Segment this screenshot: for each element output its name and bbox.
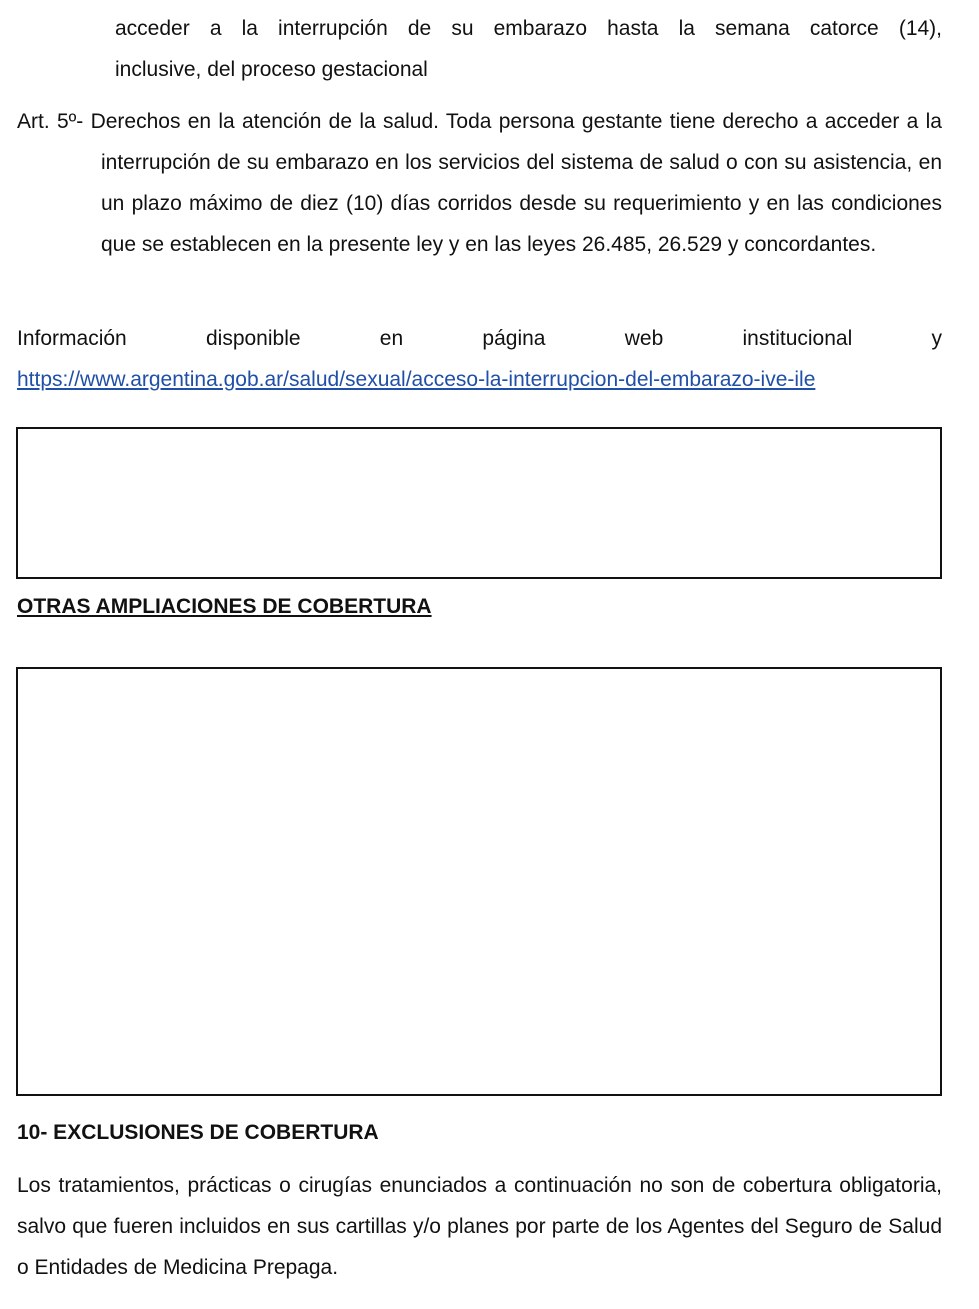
article-5-paragraph: Art. 5º- Derechos en la atención de la salud. Toda persona gestante tiene derecho a acceder a la interrupción de su embarazo en los servicios del sistema de salud o con su asistencia, en un plazo máximo de diez (10) días corridos desde su requerimiento y en las condiciones que se establecen en la presente ley y en las leyes 26.485, 26.529 y concordantes. bbox=[17, 110, 942, 256]
continuation-line-2: inclusive, del proceso gestacional bbox=[115, 58, 428, 81]
info-text: Información disponible en página web institucional y bbox=[17, 327, 942, 350]
continuation-line-1: acceder a la interrupción de su embarazo hasta la semana catorce (14), bbox=[115, 17, 942, 40]
empty-box-1 bbox=[16, 427, 942, 579]
section-title-other-coverage: OTRAS AMPLIACIONES DE COBERTURA bbox=[17, 595, 432, 618]
info-link-line bbox=[17, 359, 942, 400]
exclusions-paragraph: Los tratamientos, prácticas o cirugías enunciados a continuación no son de cobertura obligatoria, salvo que fueren incluidos en sus cartillas y/o planes por parte de los Agentes del Seguro de Salud o Entidades de Medicina Prepaga. bbox=[17, 1174, 942, 1279]
section-title-exclusions: 10- EXCLUSIONES DE COBERTURA bbox=[17, 1121, 379, 1144]
empty-box-2 bbox=[16, 667, 942, 1096]
ive-ile-link[interactable]: https://www.argentina.gob.ar/salud/sexual/acceso-la-interrupcion-del-embarazo-ive-ile bbox=[17, 368, 816, 391]
